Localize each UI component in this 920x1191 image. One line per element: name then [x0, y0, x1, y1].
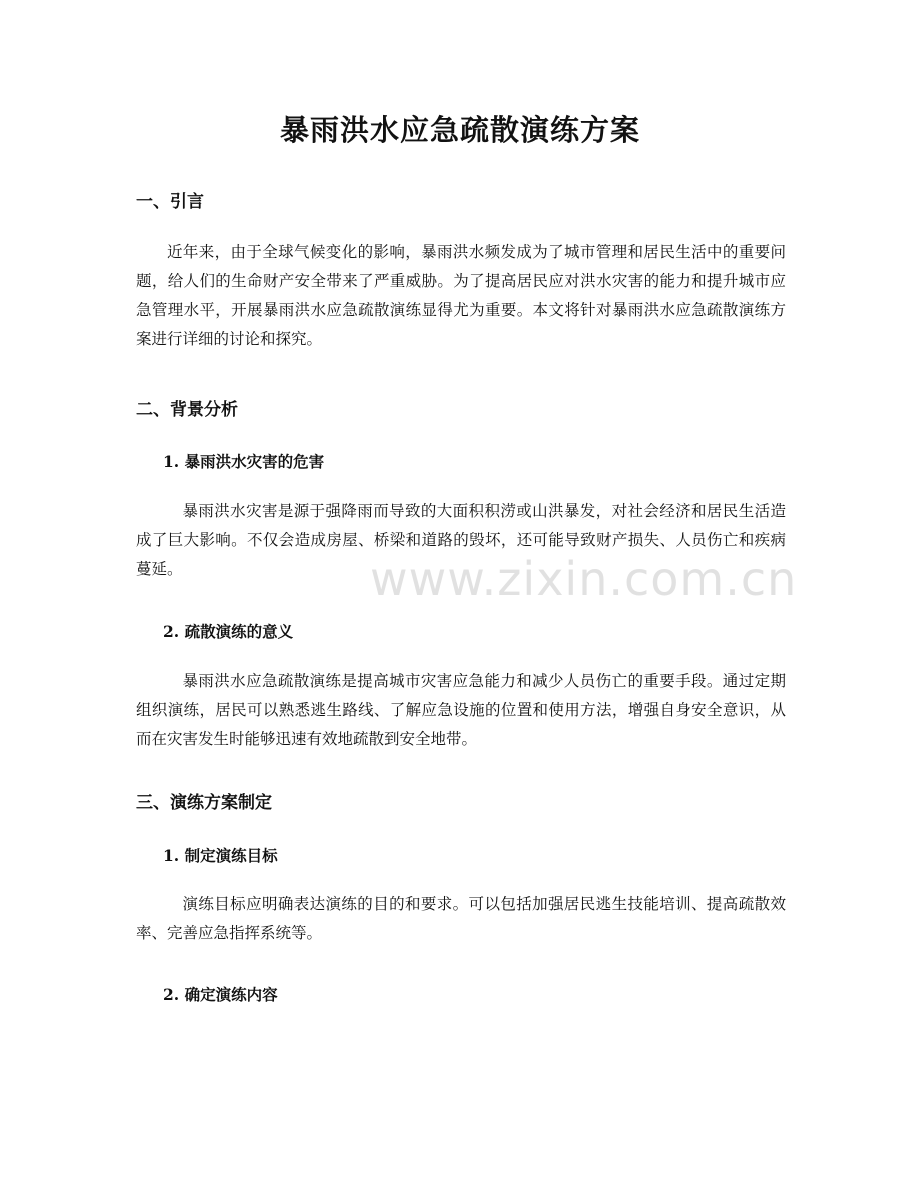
subsection-heading-significance: 2. 疏散演练的意义: [163, 622, 294, 641]
section-heading-intro: 一、引言: [136, 192, 204, 212]
subsection-heading-content: 2. 确定演练内容: [163, 985, 278, 1004]
watermark: www.zixin.com.cn: [370, 552, 798, 606]
subsection-heading-goals: 1. 制定演练目标: [163, 846, 278, 865]
section-heading-plan: 三、演练方案制定: [136, 793, 272, 813]
goals-paragraph: 演练目标应明确表达演练的目的和要求。可以包括加强居民逃生技能培训、提高疏散效率、完善应急指挥系统等。: [136, 895, 786, 942]
intro-paragraph: 近年来，由于全球气候变化的影响，暴雨洪水频发成为了城市管理和居民生活中的重要问题，给人们的生命财产安全带来了严重威胁。为了提高居民应对洪水灾害的能力和提升城市应急管理水平，开展暴雨洪水应急疏散演练显得尤为重要。本文将针对暴雨洪水应急疏散演练方案进行详细的讨论和探究。: [136, 243, 786, 348]
significance-paragraph: 暴雨洪水应急疏散演练是提高城市灾害应急能力和减少人员伤亡的重要手段。通过定期组织演练，居民可以熟悉逃生路线、了解应急设施的位置和使用方法，增强自身安全意识，从而在灾害发生时能够迅速有效地疏散到安全地带。: [136, 672, 786, 748]
hazard-paragraph: 暴雨洪水灾害是源于强降雨而导致的大面积积涝或山洪暴发，对社会经济和居民生活造成了巨大影响。不仅会造成房屋、桥梁和道路的毁坏，还可能导致财产损失、人员伤亡和疾病蔓延。: [136, 502, 786, 578]
section-heading-background: 二、背景分析: [136, 400, 238, 420]
subsection-heading-hazard: 1. 暴雨洪水灾害的危害: [163, 452, 325, 471]
document-title: 暴雨洪水应急疏散演练方案: [279, 113, 640, 147]
